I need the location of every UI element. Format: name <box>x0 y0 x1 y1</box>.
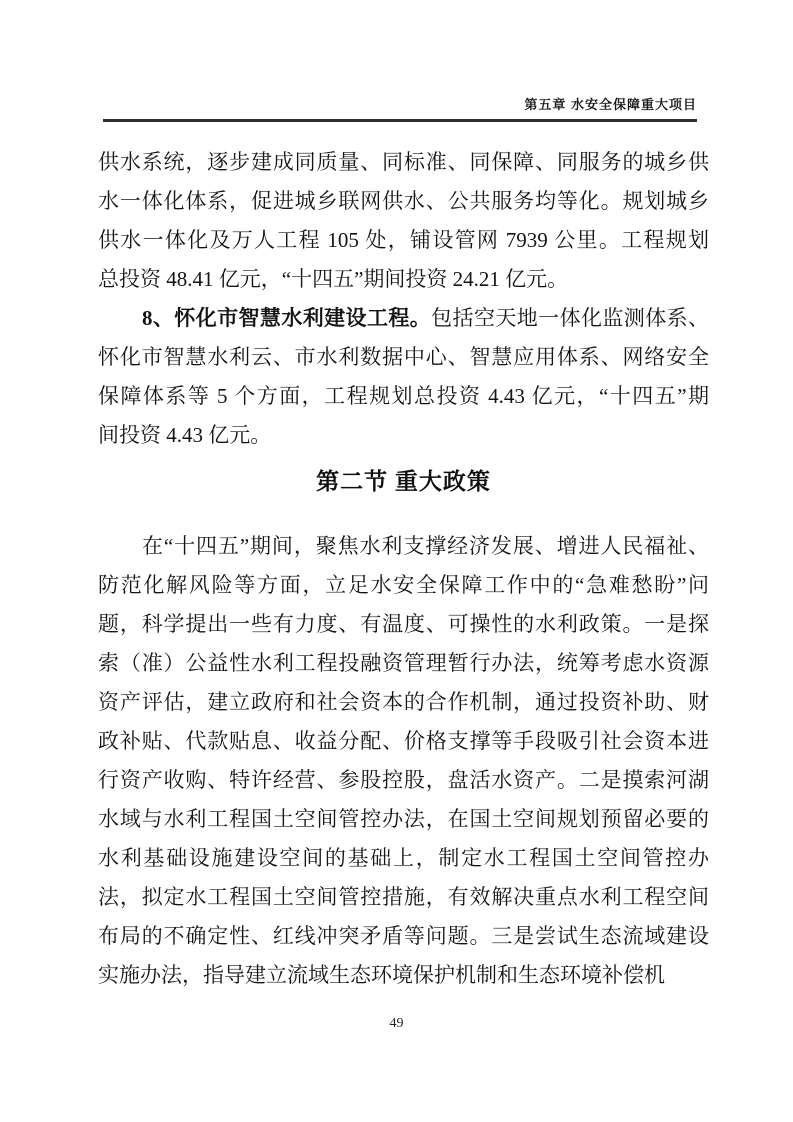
text-run: 索（准）公益性水利工程投融资管理暂行办法，统筹考虑水资源 <box>98 651 709 675</box>
text-line <box>98 761 709 800</box>
text-run: 包括空天地一体化监测体系、 <box>431 306 710 330</box>
paragraph <box>98 527 709 995</box>
text-run: 实施办法，指导建立流域生态环境保护机制和生态环境补偿机 <box>98 963 665 987</box>
text-line <box>98 644 709 683</box>
text-run: 水利基础设施建设空间的基础上，制定水工程国土空间管控办 <box>98 846 709 870</box>
text-line <box>98 338 709 377</box>
text-run: 保障体系等 5 个方面，工程规划总投资 4.43 亿元，“十四五”期 <box>98 384 709 408</box>
text-line <box>98 800 709 839</box>
text-line <box>98 722 709 761</box>
text-run: 布局的不确定性、红线冲突矛盾等问题。三是尝试生态流域建设 <box>98 924 709 948</box>
text-run: 防范化解风险等方面，立足水安全保障工作中的“急难愁盼”问 <box>98 573 709 597</box>
text-run: 总投资 48.41 亿元，“十四五”期间投资 24.21 亿元。 <box>98 267 569 291</box>
text-line <box>98 182 709 221</box>
section-heading: 第二节 重大政策 <box>316 469 491 494</box>
text-line <box>98 377 709 416</box>
text-line <box>98 221 709 260</box>
text-run: 资产评估，建立政府和社会资本的合作机制，通过投资补助、财 <box>98 690 709 714</box>
text-line <box>98 839 709 878</box>
text-run: 怀化市智慧水利云、市水利数据中心、智慧应用体系、网络安全 <box>98 345 709 369</box>
paragraph <box>98 143 709 299</box>
page-number: 49 <box>389 1016 404 1031</box>
text-run: 供水一体化及万人工程 105 处，铺设管网 7939 公里。工程规划 <box>98 228 709 252</box>
running-header: 第五章 水安全保障重大项目 <box>524 97 697 112</box>
text-run: 水一体化体系，促进城乡联网供水、公共服务均等化。规划城乡 <box>98 189 709 213</box>
text-run: 在“十四五”期间，聚焦水利支撑经济发展、增进人民福祉、 <box>142 534 709 558</box>
header-rule <box>103 119 697 122</box>
text-line <box>98 527 709 566</box>
text-run: 间投资 4.43 亿元。 <box>98 423 272 447</box>
text-run: 法，拟定水工程国土空间管控措施，有效解决重点水利工程空间 <box>98 885 709 909</box>
text-line <box>98 260 709 299</box>
text-line <box>98 956 709 995</box>
text-line <box>98 683 709 722</box>
text-line <box>98 143 709 182</box>
text-run: 水域与水利工程国土空间管控办法，在国土空间规划预留必要的 <box>98 807 709 831</box>
text-run: 题，科学提出一些有力度、有温度、可操性的水利政策。一是探 <box>98 612 709 636</box>
text-line <box>98 566 709 605</box>
text-line <box>98 299 709 338</box>
text-run: 供水系统，逐步建成同质量、同标准、同保障、同服务的城乡供 <box>98 150 709 174</box>
text-line <box>98 878 709 917</box>
text-run: 行资产收购、特许经营、参股控股，盘活水资产。二是摸索河湖 <box>98 768 709 792</box>
text-run: 政补贴、代款贴息、收益分配、价格支撑等手段吸引社会资本进 <box>98 729 709 753</box>
text-line <box>98 416 709 455</box>
text-line <box>98 605 709 644</box>
paragraph <box>98 299 709 455</box>
text-line <box>98 917 709 956</box>
document-body <box>98 143 709 995</box>
bold-text-run: 8、怀化市智慧水利建设工程。 <box>142 306 432 330</box>
